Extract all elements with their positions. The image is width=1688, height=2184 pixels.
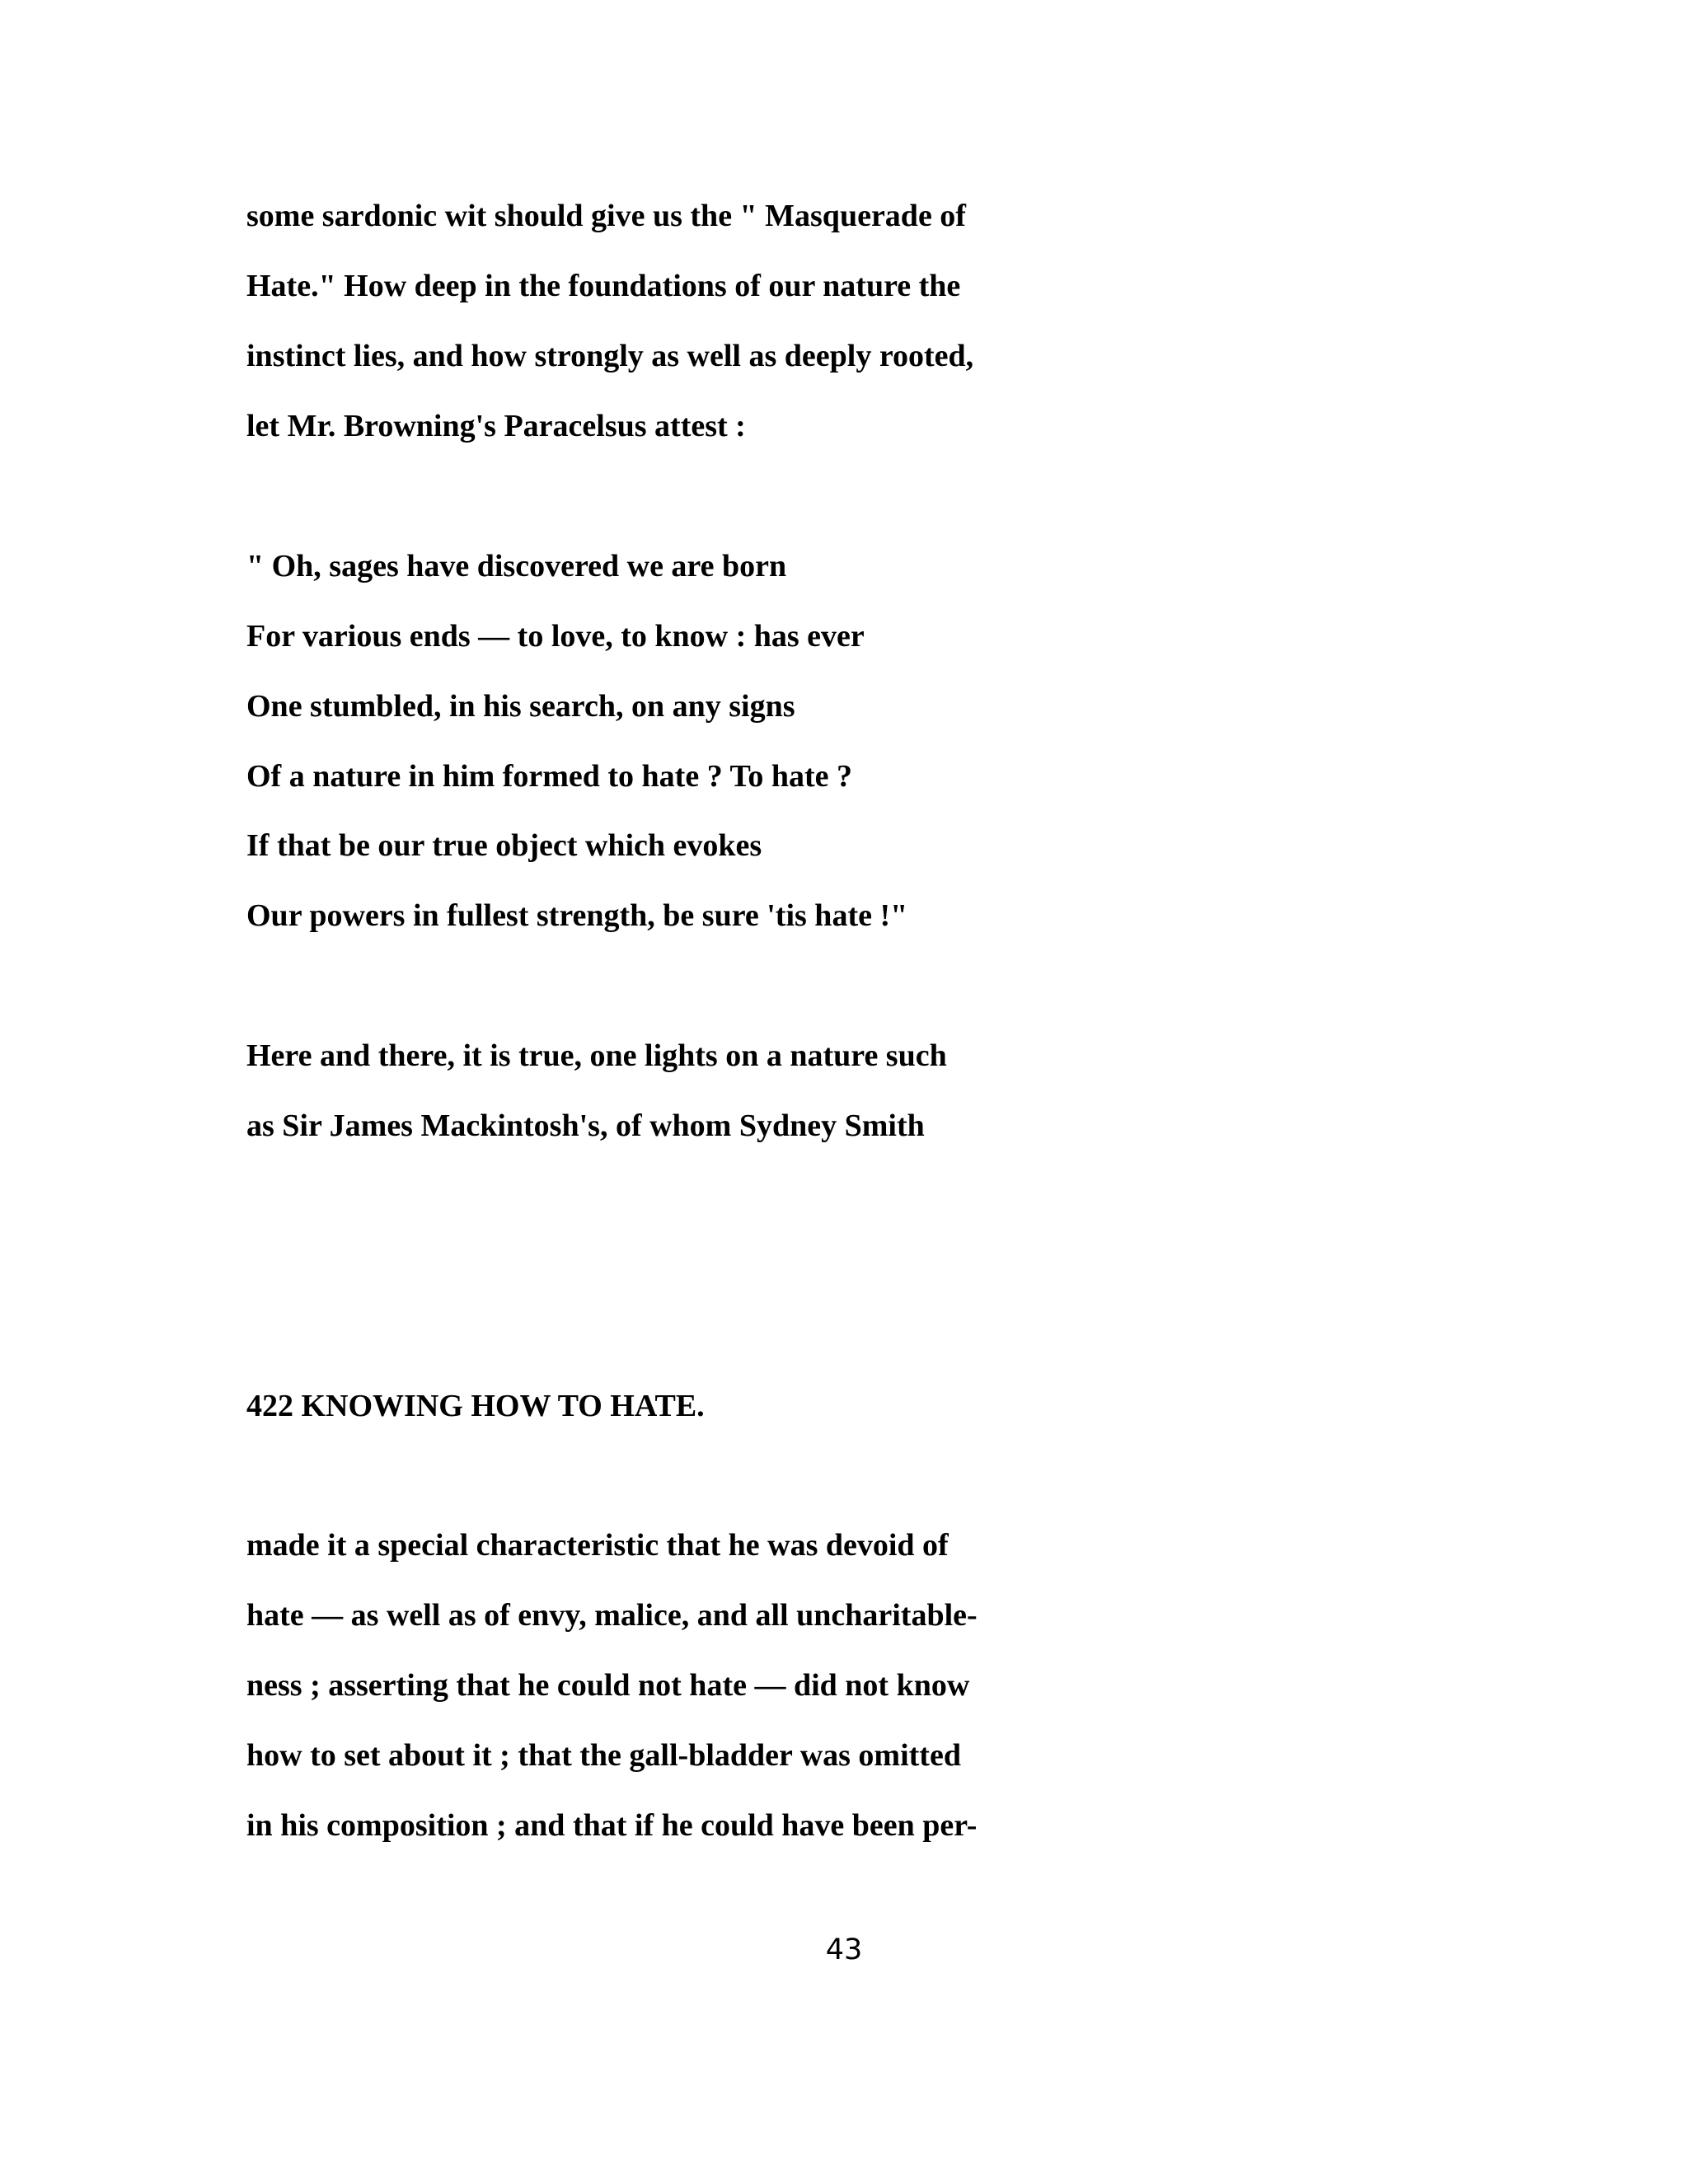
text-line: instinct lies, and how strongly as well as deeply rooted, — [246, 339, 974, 373]
text-line: Here and there, it is true, one lights on a nature such — [246, 1038, 947, 1073]
running-header: 422 KNOWING HOW TO HATE. — [246, 1389, 705, 1423]
text-line: hate — as well as of envy, malice, and all uncharitable- — [246, 1598, 978, 1633]
text-line: ness ; asserting that he could not hate — did not know — [246, 1668, 970, 1703]
text-line: some sardonic wit should give us the " Masquerade of — [246, 199, 966, 233]
page-number: 43 — [825, 1933, 863, 1966]
verse-line: For various ends — to love, to know : has ever — [246, 619, 865, 654]
text-line: how to set about it ; that the gall-bladder was omitted — [246, 1738, 961, 1773]
text-line: let Mr. Browning's Paracelsus attest : — [246, 409, 746, 443]
verse-line: If that be our true object which evokes — [246, 828, 762, 863]
text-line: in his composition ; and that if he could have been per- — [246, 1808, 978, 1843]
text-line: as Sir James Mackintosh's, of whom Sydney Smith — [246, 1108, 925, 1143]
text-line: Hate." How deep in the foundations of our nature the — [246, 269, 961, 303]
text-line: made it a special characteristic that he was devoid of — [246, 1528, 949, 1563]
verse-line: " Oh, sages have discovered we are born — [246, 549, 787, 583]
verse-line: Our powers in fullest strength, be sure 'tis hate !" — [246, 898, 908, 933]
verse-line: Of a nature in him formed to hate ? To hate ? — [246, 759, 853, 794]
verse-line: One stumbled, in his search, on any signs — [246, 689, 795, 724]
